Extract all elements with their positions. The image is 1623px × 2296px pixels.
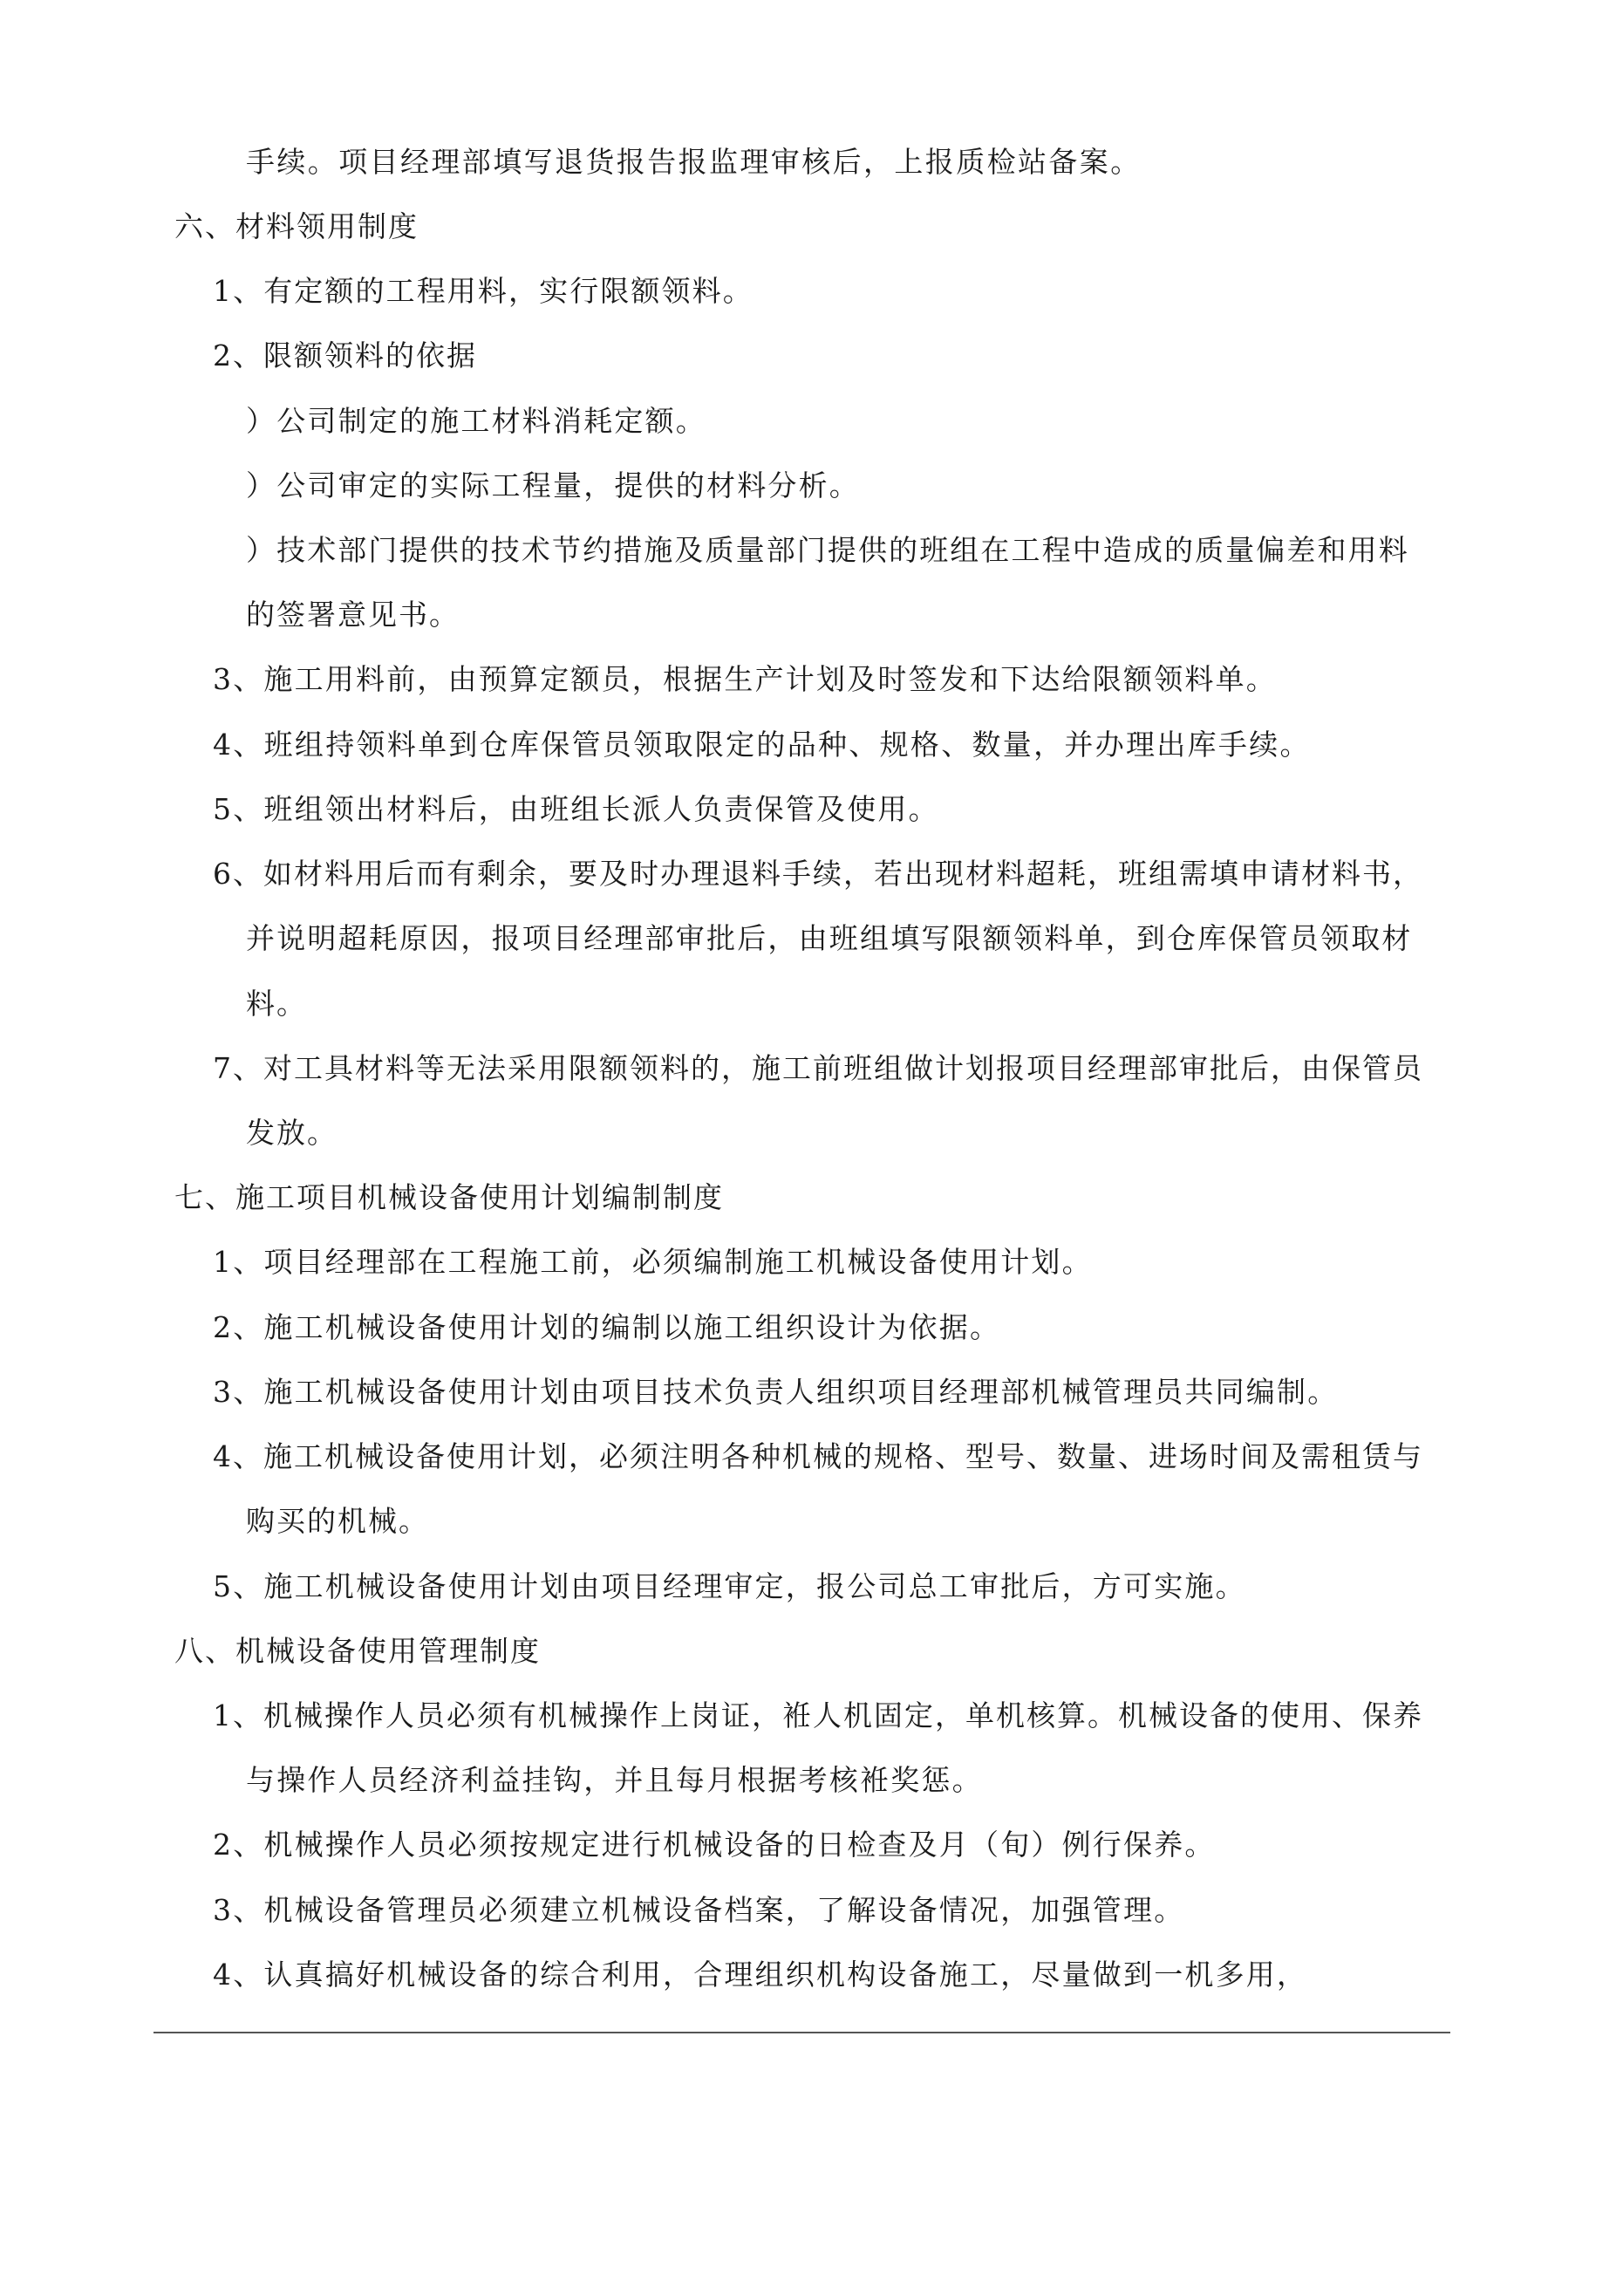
list-item: 6、如材料用后而有剩余，要及时办理退料手续，若出现材料超耗，班组需填申请材料书， — [213, 857, 1423, 891]
paragraph-line: 手续。项目经理部填写退货报告报监理审核后，上报质检站备案。 — [246, 145, 1142, 179]
list-item: 7、对工具材料等无法采用限额领料的，施工前班组做计划报项目经理部审批后，由保管员 — [213, 1051, 1423, 1085]
sub-item-continuation: 的签署意见书。 — [246, 598, 460, 632]
list-item-continuation: 发放。 — [246, 1116, 338, 1150]
list-item: 4、施工机械设备使用计划，必须注明各种机械的规格、型号、数量、进场时间及需租赁与 — [213, 1439, 1423, 1473]
list-item-continuation: 并说明超耗原因，报项目经理部审批后，由班组填写限额领料单，到仓库保管员领取材 — [246, 921, 1413, 955]
list-item: 4、认真搞好机械设备的综合利用，合理组织机构设备施工，尽量做到一机多用， — [213, 1958, 1308, 1992]
footer-divider — [153, 2032, 1450, 2033]
section-heading: 六、材料领用制度 — [174, 209, 419, 243]
list-item: 2、机械操作人员必须按规定进行机械设备的日检查及月（旬）例行保养。 — [213, 1828, 1216, 1862]
list-item-continuation: 购买的机械。 — [246, 1504, 429, 1538]
list-item: 5、施工机械设备使用计划由项目经理审定，报公司总工审批后，方可实施。 — [213, 1569, 1246, 1603]
list-item-continuation: 与操作人员经济利益挂钩，并且每月根据考核袵奖惩。 — [246, 1763, 983, 1797]
list-item: 3、机械设备管理员必须建立机械设备档案，了解设备情况，加强管理。 — [213, 1893, 1185, 1927]
list-item: 1、项目经理部在工程施工前，必须编制施工机械设备使用计划。 — [213, 1245, 1093, 1279]
sub-item: ）公司制定的施工材料消耗定额。 — [246, 404, 706, 438]
list-item: 2、施工机械设备使用计划的编制以施工组织设计为依据。 — [213, 1310, 1001, 1344]
list-item: 1、机械操作人员必须有机械操作上岗证，袵人机固定，单机核算。机械设备的使用、保养 — [213, 1698, 1423, 1732]
sub-item: ）技术部门提供的技术节约措施及质量部门提供的班组在工程中造成的质量偏差和用料 — [246, 533, 1409, 567]
list-item-continuation: 料。 — [246, 987, 307, 1021]
sub-item: ）公司审定的实际工程量，提供的材料分析。 — [246, 468, 860, 502]
section-heading: 八、机械设备使用管理制度 — [174, 1634, 541, 1668]
list-item: 2、限额领料的依据 — [213, 338, 477, 372]
list-item: 4、班组持领料单到仓库保管员领取限定的品种、规格、数量，并办理出库手续。 — [213, 728, 1311, 762]
list-item: 3、施工用料前，由预算定额员，根据生产计划及时签发和下达给限额领料单。 — [213, 662, 1277, 696]
section-heading: 七、施工项目机械设备使用计划编制制度 — [174, 1180, 724, 1214]
list-item: 1、有定额的工程用料，实行限额领料。 — [213, 274, 754, 308]
list-item: 5、班组领出材料后，由班组长派人负责保管及使用。 — [213, 792, 939, 826]
list-item: 3、施工机械设备使用计划由项目技术负责人组织项目经理部机械管理员共同编制。 — [213, 1375, 1339, 1409]
